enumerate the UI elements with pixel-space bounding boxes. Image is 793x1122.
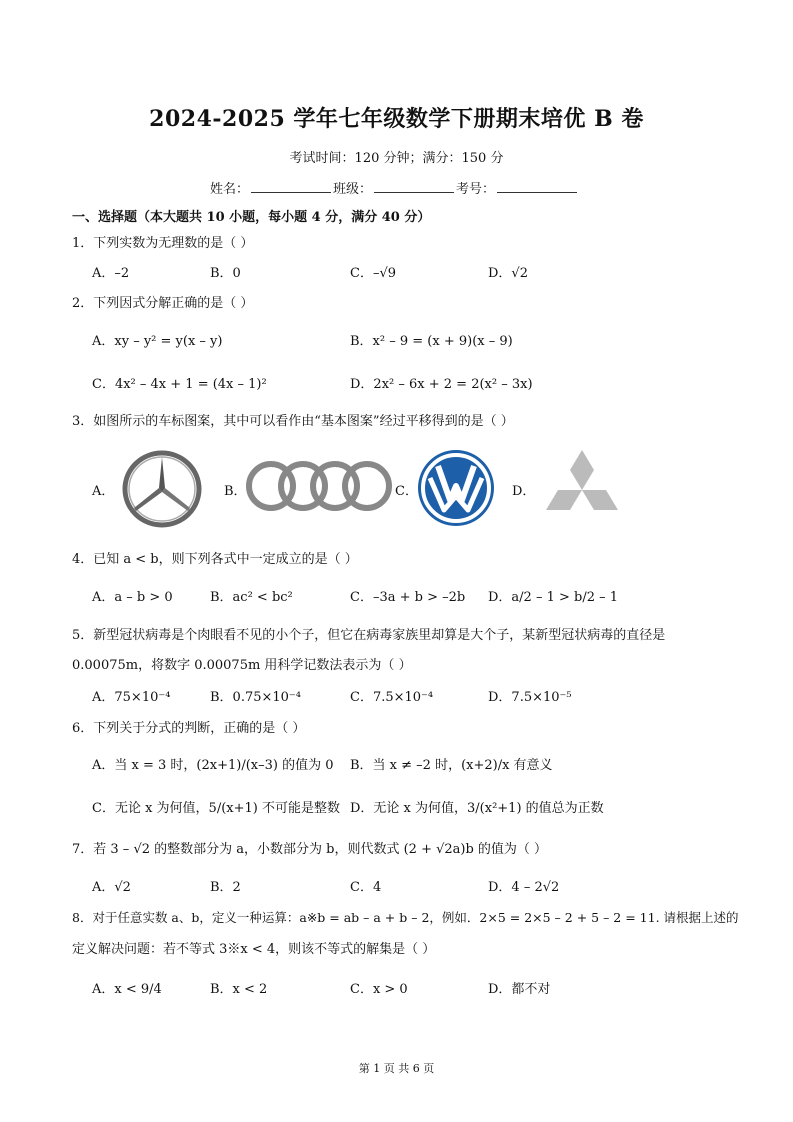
class-label: 班级： [333, 182, 373, 197]
question-8-stem: 8．对于任意实数 a、b，定义一种运算：a※b = ab – a + b – 2，例如．2×5 = 2×5 – 2 + 5 – 2 = 11. 请根据上述的 [72, 910, 739, 925]
q7-option-c: C．4 [350, 880, 382, 895]
q4-option-d: D．a/2 – 1 > b/2 – 1 [488, 590, 619, 605]
q1-option-b: B．0 [210, 266, 241, 281]
q2-option-a: A．xy – y² = y(x – y) [92, 334, 223, 349]
q1-option-a: A．–2 [92, 266, 130, 281]
number-blank[interactable] [497, 180, 577, 193]
q7-option-b: B．2 [210, 880, 241, 895]
question-7-stem: 7．若 3 – √2 的整数部分为 a，小数部分为 b，则代数式 (2 + √2a)b 的值为（ ） [72, 842, 548, 857]
question-3-stem: 3．如图所示的车标图案，其中可以看作由“基本图案”经过平移得到的是（ ） [72, 414, 514, 429]
q5-option-c: C．7.5×10⁻⁴ [350, 690, 434, 705]
q5-option-a: A．75×10⁻⁴ [92, 690, 171, 705]
question-4-stem: 4．已知 a < b，则下列各式中一定成立的是（ ） [72, 552, 358, 567]
q2-option-d: D．2x² – 6x + 2 = 2(x² – 3x) [350, 377, 533, 392]
question-2-stem: 2．下列因式分解正确的是（ ） [72, 296, 254, 311]
q3-option-a: A． [92, 484, 115, 499]
page-title: 2024-2025 学年七年级数学下册期末培优 B 卷 [149, 106, 644, 132]
q6-option-b: B．当 x ≠ –2 时，(x+2)/x 有意义 [350, 758, 553, 773]
question-5-stem-cont: 0.00075m，将数字 0.00075m 用科学记数法表示为（ ） [72, 658, 412, 673]
question-6-stem: 6．下列关于分式的判断，正确的是（ ） [72, 721, 306, 736]
name-label: 姓名： [210, 182, 250, 197]
q1-option-c: C．–√9 [350, 266, 397, 281]
exam-info: 考试时间：120 分钟；满分：150 分 [289, 151, 504, 166]
audi-logo-icon [244, 458, 394, 514]
name-blank[interactable] [251, 180, 331, 193]
q5-option-d: D．7.5×10⁻⁵ [488, 690, 572, 705]
q3-option-d: D． [512, 484, 536, 499]
q6-option-a: A．当 x = 3 时，(2x+1)/(x–3) 的值为 0 [92, 758, 334, 773]
q3-option-c: C． [395, 484, 418, 499]
student-fields [210, 178, 579, 197]
q8-option-a: A．x < 9/4 [92, 982, 162, 997]
q2-option-c: C．4x² – 4x + 1 = (4x – 1)² [92, 377, 267, 392]
q5-option-b: B．0.75×10⁻⁴ [210, 690, 302, 705]
q7-option-a: A．√2 [92, 880, 131, 895]
mercedes-logo-icon [120, 450, 204, 528]
q6-option-c: C．无论 x 为何值，5/(x+1) 不可能是整数 [92, 801, 340, 816]
volkswagen-logo-icon [416, 448, 496, 528]
number-label: 考号： [456, 182, 496, 197]
q3-option-b: B． [224, 484, 247, 499]
q7-option-d: D．4 – 2√2 [488, 880, 560, 895]
q4-option-b: B．ac² < bc² [210, 590, 293, 605]
q4-option-c: C．–3a + b > –2b [350, 590, 466, 605]
q2-option-b: B．x² – 9 = (x + 9)(x – 9) [350, 334, 513, 349]
class-blank[interactable] [374, 180, 454, 193]
section-heading: 一、选择题（本大题共 10 小题，每小题 4 分，满分 40 分） [72, 210, 431, 225]
page-footer: 第 1 页 共 6 页 [358, 1062, 435, 1075]
question-5-stem: 5．新型冠状病毒是个肉眼看不见的小个子，但它在病毒家族里却算是大个子，某新型冠状病毒的直径是 [72, 628, 666, 643]
q8-option-d: D．都不对 [488, 982, 551, 997]
question-1-stem: 1．下列实数为无理数的是（ ） [72, 236, 254, 251]
q8-option-c: C．x > 0 [350, 982, 408, 997]
mitsubishi-logo-icon [534, 450, 630, 526]
q8-option-b: B．x < 2 [210, 982, 268, 997]
q6-option-d: D．无论 x 为何值，3/(x²+1) 的值总为正数 [350, 801, 604, 816]
q4-option-a: A．a – b > 0 [92, 590, 173, 605]
question-8-stem-cont: 定义解决问题：若不等式 3※x < 4，则该不等式的解集是（ ） [72, 942, 436, 957]
q1-option-d: D．√2 [488, 266, 528, 281]
